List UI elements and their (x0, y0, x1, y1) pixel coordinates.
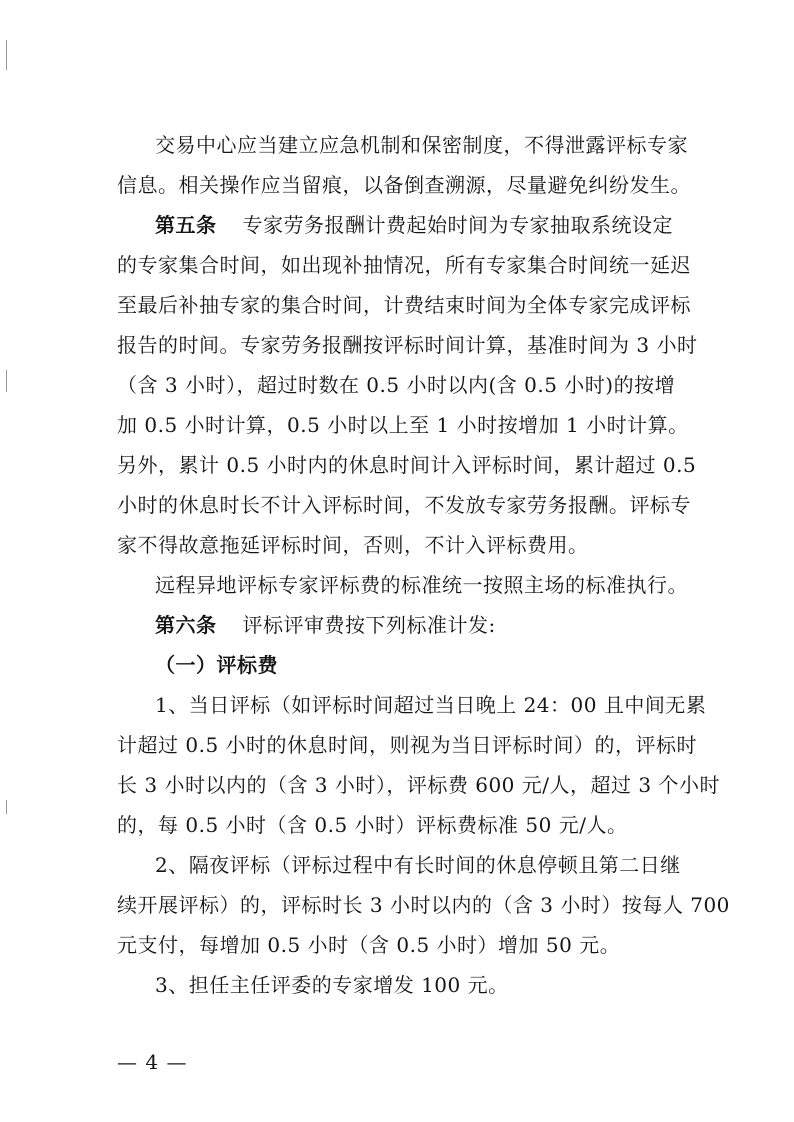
paragraph-line: 报告的时间。专家劳务报酬按评标时间计算，基准时间为 3 小时 (117, 333, 698, 357)
paragraph-line: （含 3 小时），超过时数在 0.5 小时以内(含 0.5 小时)的按增 (117, 373, 676, 397)
scan-margin-mark (6, 40, 7, 70)
paragraph-line: 另外，累计 0.5 小时内的休息时间计入评标时间，累计超过 0.5 (117, 453, 697, 477)
article-6-line (155, 608, 700, 642)
paragraph-line: 1、当日评标（如评标时间超过当日晚上 24：00 且中间无累 (155, 693, 707, 717)
article-5-line (155, 208, 700, 242)
paragraph-line: 计超过 0.5 小时的休息时间，则视为当日评标时间）的，评标时 (117, 733, 698, 757)
paragraph-line: 3、担任主任评委的专家增发 100 元。 (155, 973, 509, 997)
article-5-heading: 第五条 (155, 213, 217, 237)
paragraph-line: 元支付，每增加 0.5 小时（含 0.5 小时）增加 50 元。 (117, 933, 621, 957)
article-6-heading: 第六条 (155, 613, 217, 637)
paragraph-line: 家不得故意拖延评标时间，否则，不计入评标费用。 (117, 533, 589, 557)
paragraph-line: 2、隔夜评标（评标过程中有长时间的休息停顿且第二日继 (155, 853, 681, 877)
paragraph-line: 的，每 0.5 小时（含 0.5 小时）评标费标准 50 元/人。 (117, 813, 628, 837)
paragraph-line: 的专家集合时间，如出现补抽情况，所有专家集合时间统一延迟 (117, 253, 691, 277)
page-number: — 4 — (117, 1050, 188, 1074)
paragraph-line: 至最后补抽专家的集合时间，计费结束时间为全体专家完成评标 (117, 293, 691, 317)
section-heading: （一）评标费 (155, 653, 278, 677)
paragraph-line: 远程异地评标专家评标费的标准统一按照主场的标准执行。 (155, 573, 688, 597)
paragraph-line: 信息。相关操作应当留痕，以备倒查溯源，尽量避免纠纷发生。 (117, 173, 691, 197)
article-6-text: 评标评审费按下列标准计发: (242, 613, 496, 637)
paragraph-line: 长 3 小时以内的（含 3 小时），评标费 600 元/人，超过 3 个小时 (117, 773, 720, 797)
scan-margin-mark (6, 800, 7, 814)
paragraph-line: 续开展评标）的，评标时长 3 小时以内的（含 3 小时）按每人 700 (117, 893, 730, 917)
article-5-text: 专家劳务报酬计费起始时间为专家抽取系统设定 (242, 213, 673, 237)
scan-margin-mark (6, 370, 7, 392)
paragraph-line: 加 0.5 小时计算，0.5 小时以上至 1 小时按增加 1 小时计算。 (117, 413, 689, 437)
paragraph-line: 小时的休息时长不计入评标时间，不发放专家劳务报酬。评标专 (117, 493, 691, 517)
paragraph-line: 交易中心应当建立应急机制和保密制度，不得泄露评标专家 (155, 133, 688, 157)
